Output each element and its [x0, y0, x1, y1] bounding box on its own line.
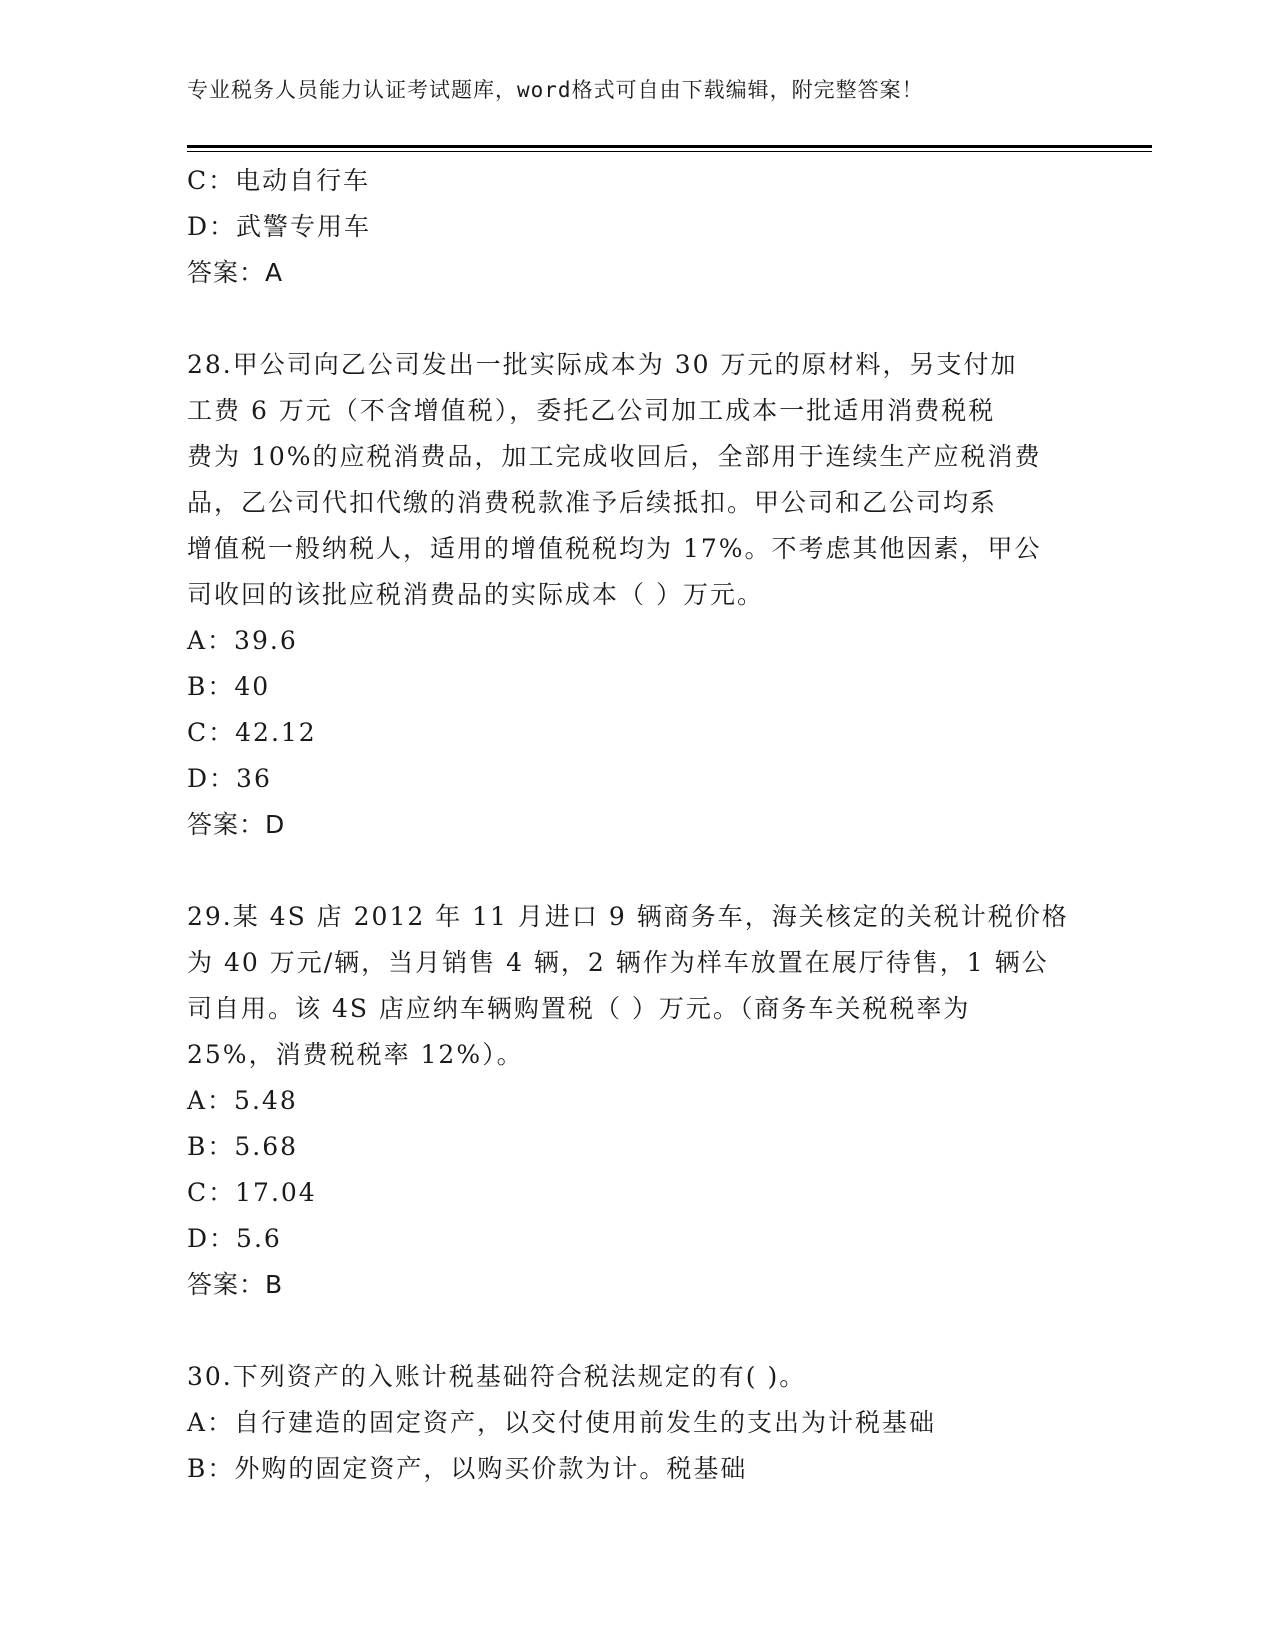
- question-text-line: 25%，消费税税率 12%）。: [187, 1040, 524, 1069]
- option-b: B：外购的固定资产，以购买价款为计。税基础: [187, 1454, 748, 1483]
- question-text-line: 为 40 万元/辆，当月销售 4 辆，2 辆作为样车放置在展厅待售，1 辆公: [187, 948, 1049, 977]
- option-a: A：自行建造的固定资产，以交付使用前发生的支出为计税基础: [187, 1408, 937, 1437]
- question-text-line: 工费 6 万元（不含增值税），委托乙公司加工成本一批适用消费税税: [187, 396, 996, 425]
- question-text-line: 28.甲公司向乙公司发出一批实际成本为 30 万元的原材料，另支付加: [187, 350, 1018, 379]
- question-text-line: 30.下列资产的入账计税基础符合税法规定的有( )。: [187, 1362, 807, 1391]
- question-text-line: 品，乙公司代扣代缴的消费税款准予后续抵扣。甲公司和乙公司均系: [187, 488, 998, 517]
- question-text-line: 费为 10%的应税消费品，加工完成收回后，全部用于连续生产应税消费: [187, 442, 1042, 471]
- option-b: B：40: [187, 672, 271, 701]
- option-a: A：39.6: [187, 626, 298, 655]
- question-28: [187, 342, 1087, 848]
- document-body: [187, 158, 1087, 1492]
- page-header: 专业税务人员能力认证考试题库，word格式可自由下载编辑，附完整答案！: [187, 78, 924, 102]
- option-d: D：武警专用车: [187, 212, 372, 241]
- question-29: [187, 894, 1087, 1308]
- option-b: B：5.68: [187, 1132, 299, 1161]
- option-c: C：17.04: [187, 1178, 317, 1207]
- answer: 答案：B: [187, 1270, 284, 1299]
- option-d: D：5.6: [187, 1224, 282, 1253]
- question-text-line: 增值税一般纳税人，适用的增值税税均为 17%。不考虑其他因素，甲公: [187, 534, 1042, 563]
- answer: 答案：A: [187, 258, 284, 287]
- header-divider-thin: [187, 151, 1152, 152]
- option-c: C：电动自行车: [187, 166, 371, 195]
- answer: 答案：D: [187, 810, 286, 839]
- question-text-line: 司自用。该 4S 店应纳车辆购置税（ ）万元。（商务车关税税率为: [187, 994, 971, 1023]
- previous-question-tail: [187, 158, 1087, 296]
- question-30: [187, 1354, 1087, 1492]
- option-c: C：42.12: [187, 718, 317, 747]
- question-text-line: 司收回的该批应税消费品的实际成本（ ）万元。: [187, 580, 764, 609]
- option-a: A：5.48: [187, 1086, 298, 1115]
- option-d: D：36: [187, 764, 272, 793]
- header-divider-thick: [187, 145, 1152, 148]
- question-text-line: 29.某 4S 店 2012 年 11 月进口 9 辆商务车，海关核定的关税计税价格: [187, 902, 1069, 931]
